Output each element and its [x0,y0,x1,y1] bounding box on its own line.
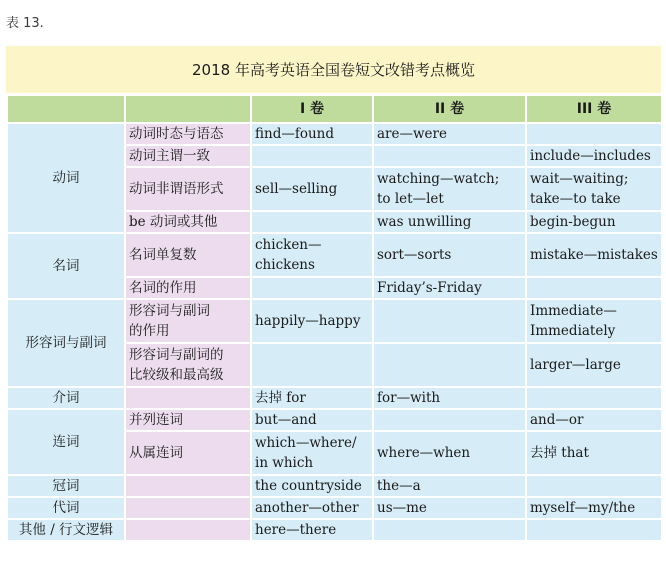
value-cell-paper-2: the—a [373,475,526,497]
value-cell-paper-3 [526,277,662,299]
subcategory-cell: 形容词与副词的 比较级和最高级 [125,343,251,387]
errors-table [6,94,663,542]
value-cell-paper-3: Immediate— Immediately [526,299,662,343]
table-row [7,409,662,431]
subcategory-cell: 动词非谓语形式 [125,167,251,211]
value-cell-paper-3: larger—large [526,343,662,387]
table-row [7,233,662,277]
category-cell: 连词 [7,409,125,475]
value-cell-paper-1: 去掉 for [251,387,373,409]
table-caption: 表 13. [6,16,44,31]
subcategory-cell [125,497,251,519]
value-cell-paper-1 [251,145,373,167]
value-cell-paper-3: include—includes [526,145,662,167]
header-subcategory [125,95,251,123]
value-cell-paper-3: myself—my/the [526,497,662,519]
value-cell-paper-2: watching—watch; to let—let [373,167,526,211]
header-row [7,95,662,123]
value-cell-paper-2 [373,343,526,387]
value-cell-paper-2: sort—sorts [373,233,526,277]
category-cell: 介词 [7,387,125,409]
value-cell-paper-1: which—where/ in which [251,431,373,475]
value-cell-paper-3: 去掉 that [526,431,662,475]
value-cell-paper-3: begin-begun [526,211,662,233]
table-title-text: 2018 年高考英语全国卷短文改错考点概览 [192,61,475,79]
value-cell-paper-3: and—or [526,409,662,431]
subcategory-cell: 动词主谓一致 [125,145,251,167]
value-cell-paper-3: mistake—mistakes [526,233,662,277]
category-cell: 动词 [7,123,125,233]
value-cell-paper-2 [373,299,526,343]
table-row [7,387,662,409]
value-cell-paper-1: here—there [251,519,373,541]
category-cell: 形容词与副词 [7,299,125,387]
value-cell-paper-2 [373,409,526,431]
subcategory-cell: 并列连词 [125,409,251,431]
value-cell-paper-1 [251,211,373,233]
subcategory-cell [125,475,251,497]
header-paper-1: I 卷 [251,95,373,123]
value-cell-paper-1: chicken— chickens [251,233,373,277]
table-row [7,475,662,497]
subcategory-cell: 形容词与副词 的作用 [125,299,251,343]
value-cell-paper-1: the countryside [251,475,373,497]
value-cell-paper-3 [526,387,662,409]
subcategory-cell [125,387,251,409]
value-cell-paper-3 [526,519,662,541]
value-cell-paper-1: find—found [251,123,373,145]
value-cell-paper-1: sell—selling [251,167,373,211]
category-cell: 冠词 [7,475,125,497]
value-cell-paper-3 [526,123,662,145]
value-cell-paper-2: us—me [373,497,526,519]
subcategory-cell: 动词时态与语态 [125,123,251,145]
table-row [7,519,662,541]
subcategory-cell: 从属连词 [125,431,251,475]
category-cell: 其他 / 行文逻辑 [7,519,125,541]
table-body [7,123,662,541]
value-cell-paper-2 [373,145,526,167]
value-cell-paper-2: are—were [373,123,526,145]
subcategory-cell [125,519,251,541]
subcategory-cell: be 动词或其他 [125,211,251,233]
value-cell-paper-2 [373,519,526,541]
value-cell-paper-1: but—and [251,409,373,431]
value-cell-paper-1 [251,277,373,299]
header-paper-2: II 卷 [373,95,526,123]
value-cell-paper-3: wait—waiting; take—to take [526,167,662,211]
table-row [7,299,662,343]
value-cell-paper-1: happily—happy [251,299,373,343]
table-title [6,46,661,93]
value-cell-paper-2: Friday’s-Friday [373,277,526,299]
category-cell: 代词 [7,497,125,519]
value-cell-paper-2: for—with [373,387,526,409]
table-row [7,497,662,519]
category-cell: 名词 [7,233,125,299]
value-cell-paper-1 [251,343,373,387]
value-cell-paper-2: was unwilling [373,211,526,233]
subcategory-cell: 名词单复数 [125,233,251,277]
table-row [7,123,662,145]
header-paper-3: III 卷 [526,95,662,123]
value-cell-paper-1: another—other [251,497,373,519]
value-cell-paper-2: where—when [373,431,526,475]
value-cell-paper-3 [526,475,662,497]
subcategory-cell: 名词的作用 [125,277,251,299]
header-category [7,95,125,123]
